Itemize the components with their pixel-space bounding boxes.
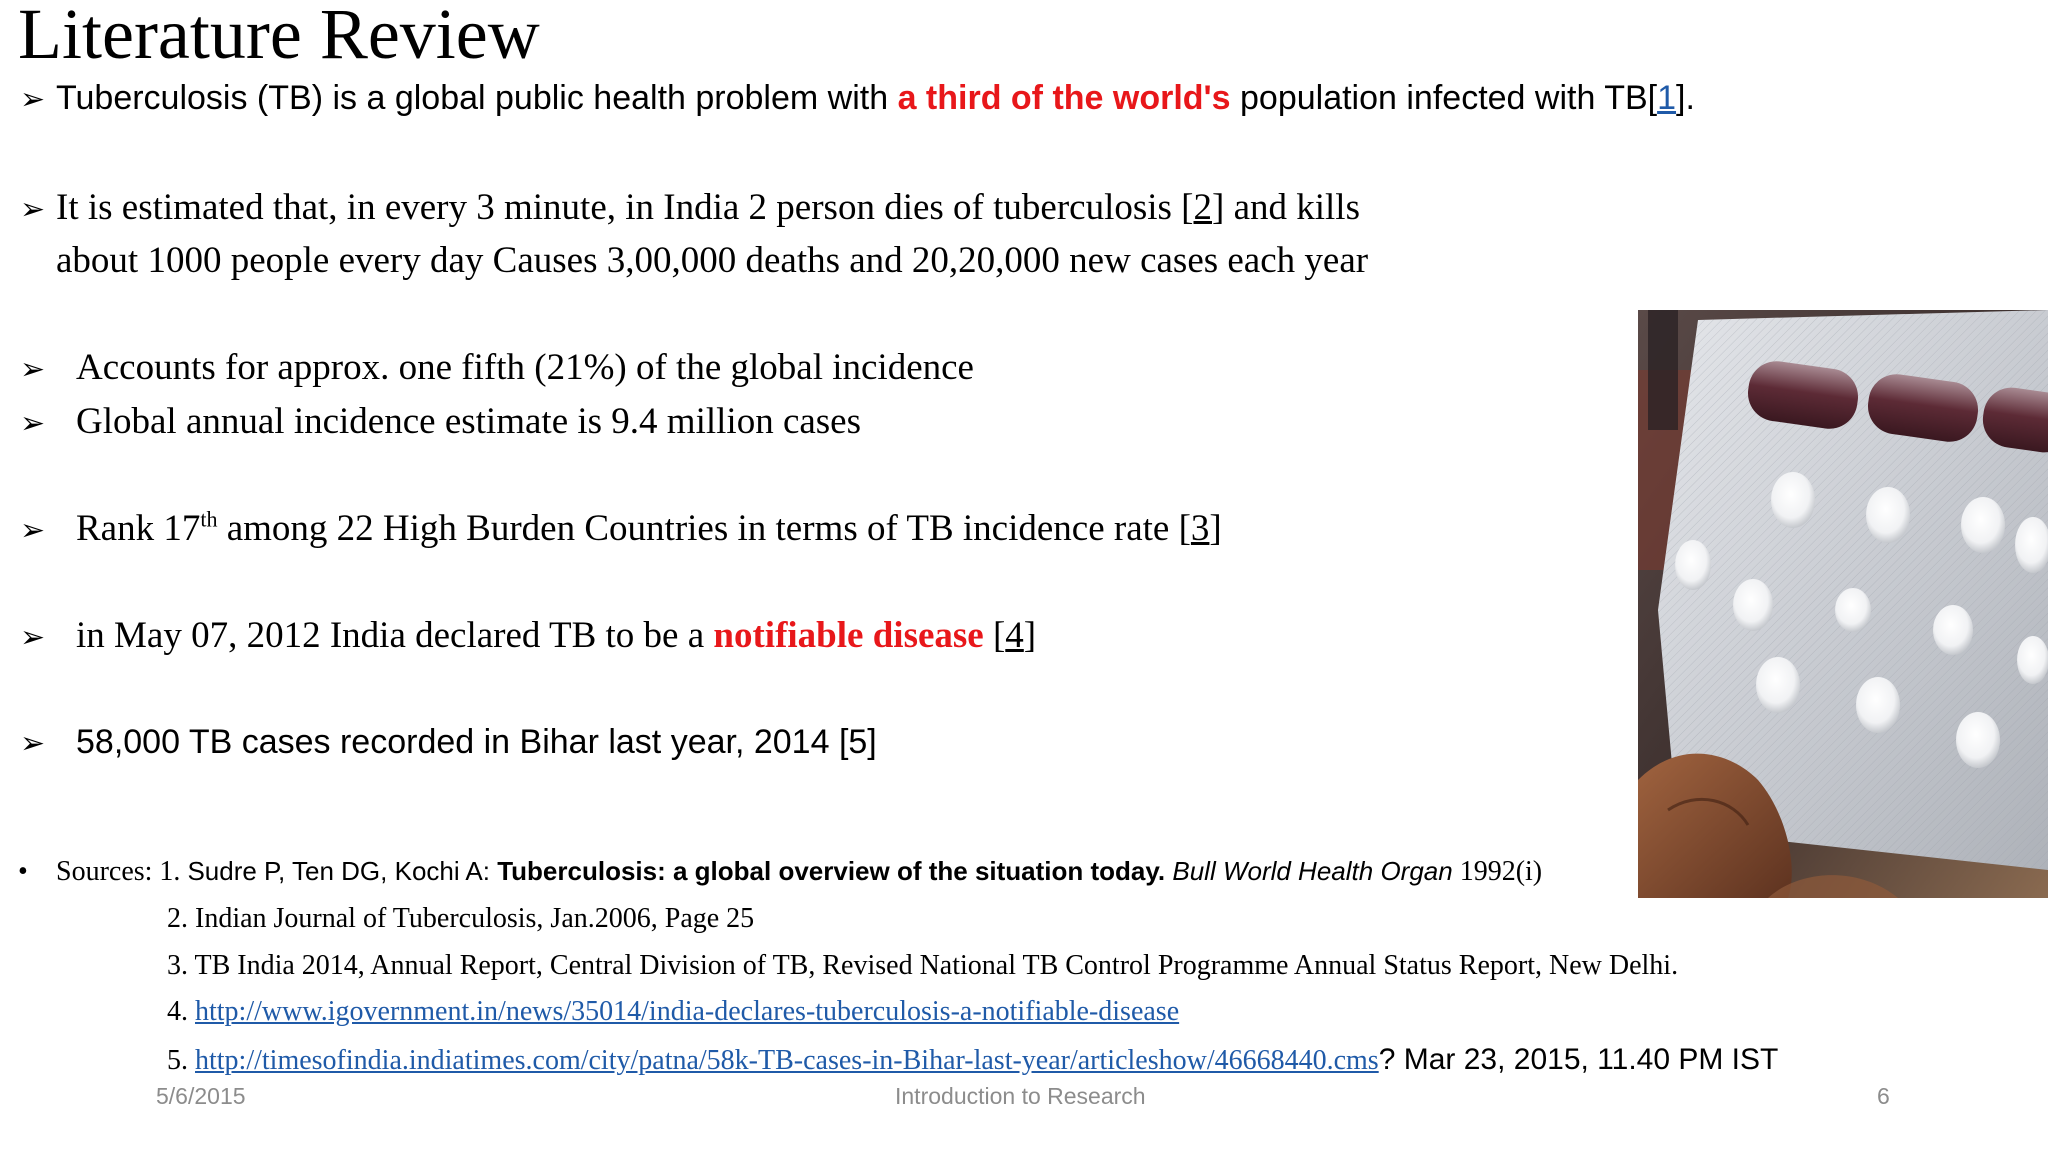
source-1-authors: Sudre P, Ten DG, Kochi A: <box>187 856 498 886</box>
bullet-text: in May 07, 2012 India declared TB to be a <box>76 615 714 656</box>
bullet-text: Accounts for approx. one fifth (21%) of the global incidence <box>76 347 974 388</box>
highlight-third-of-world: a third of the world's <box>897 79 1231 117</box>
bullet-text: [ <box>983 615 1006 656</box>
source-1-journal: Bull World Health Organ <box>1165 856 1453 886</box>
sources-bullet: • <box>18 856 28 887</box>
bullet-india-deaths-line2: about 1000 people every day Causes 3,00,000 deaths and 20,20,000 new cases each year <box>56 240 1369 281</box>
bullet-text: It is estimated that, in every 3 minute, in India 2 person dies of tuberculosis [ <box>56 187 1194 228</box>
bullet-text: Global annual incidence estimate is 9.4 million cases <box>76 401 862 442</box>
sources-line-5 <box>167 1043 1778 1077</box>
footer-page-number: 6 <box>1877 1083 1890 1109</box>
reference-link-3[interactable]: 3 <box>1190 508 1210 549</box>
bullet-text: among 22 High Burden Countries in terms of TB incidence rate [ <box>217 508 1191 549</box>
source-1-year: 1992(i) <box>1452 856 1543 887</box>
bullet-text: population infected with TB[ <box>1230 79 1658 117</box>
blister-pack-image <box>1638 310 2048 898</box>
sources-line-4 <box>167 996 1179 1028</box>
sources-line-1 <box>18 856 1542 888</box>
arrow-bullet-icon: ➢ <box>20 192 46 227</box>
source-1-title: Tuberculosis: a global overview of the situation today. <box>497 856 1166 886</box>
slide-title: Literature Review <box>18 0 540 74</box>
bullet-annual-incidence <box>20 400 861 443</box>
bullet-text: ]. <box>1676 79 1695 117</box>
bullet-rank <box>20 507 1222 550</box>
arrow-bullet-icon: ➢ <box>20 352 46 387</box>
highlight-notifiable-disease: notifiable disease <box>713 615 984 656</box>
bullet-tb-global <box>20 79 1695 118</box>
source-4-link[interactable]: http://www.igovernment.in/news/35014/india-declares-tuberculosis-a-notifiable-disease <box>195 996 1180 1027</box>
bullet-bihar-cases <box>20 723 877 762</box>
footer-date: 5/6/2015 <box>156 1083 246 1109</box>
bullet-text: ] <box>1023 615 1037 656</box>
source-1-label: Sources: 1. <box>56 856 188 887</box>
bullet-text: ] and kills <box>1212 187 1360 228</box>
bullet-text: Tuberculosis (TB) is a global public health problem with <box>56 79 898 117</box>
arrow-bullet-icon: ➢ <box>20 82 46 117</box>
source-5-number: 5. <box>167 1045 195 1076</box>
source-5-link[interactable]: http://timesofindia.indiatimes.com/city/patna/58k-TB-cases-in-Bihar-last-year/articleshow/46668440.cms <box>195 1045 1379 1076</box>
sources-line-3: 3. TB India 2014, Annual Report, Central Division of TB, Revised National TB Control Programme Annual Status Report, New Delhi. <box>167 950 1679 981</box>
bullet-notifiable <box>20 614 1036 657</box>
source-5-suffix: ? Mar 23, 2015, 11.40 PM IST <box>1378 1043 1779 1076</box>
bullet-india-deaths <box>20 186 1360 229</box>
reference-link-4[interactable]: 4 <box>1005 615 1024 656</box>
arrow-bullet-icon: ➢ <box>20 406 46 441</box>
superscript-th: th <box>200 506 218 532</box>
footer-title: Introduction to Research <box>895 1083 1146 1109</box>
arrow-bullet-icon: ➢ <box>20 513 46 548</box>
reference-link-2[interactable]: 2 <box>1193 187 1212 228</box>
bullet-text: 58,000 TB cases recorded in Bihar last year, 2014 [5] <box>76 723 877 761</box>
source-4-number: 4. <box>167 996 195 1027</box>
bullet-text: Rank 17 <box>76 508 201 549</box>
tablet-blister-pack-photo <box>1638 310 2048 898</box>
arrow-bullet-icon: ➢ <box>20 620 46 655</box>
bullet-global-incidence-share <box>20 346 974 389</box>
bullet-text: ] <box>1209 508 1222 549</box>
reference-link-1[interactable]: 1 <box>1657 79 1677 117</box>
arrow-bullet-icon: ➢ <box>20 726 46 761</box>
sources-line-2: 2. Indian Journal of Tuberculosis, Jan.2006, Page 25 <box>167 903 755 934</box>
